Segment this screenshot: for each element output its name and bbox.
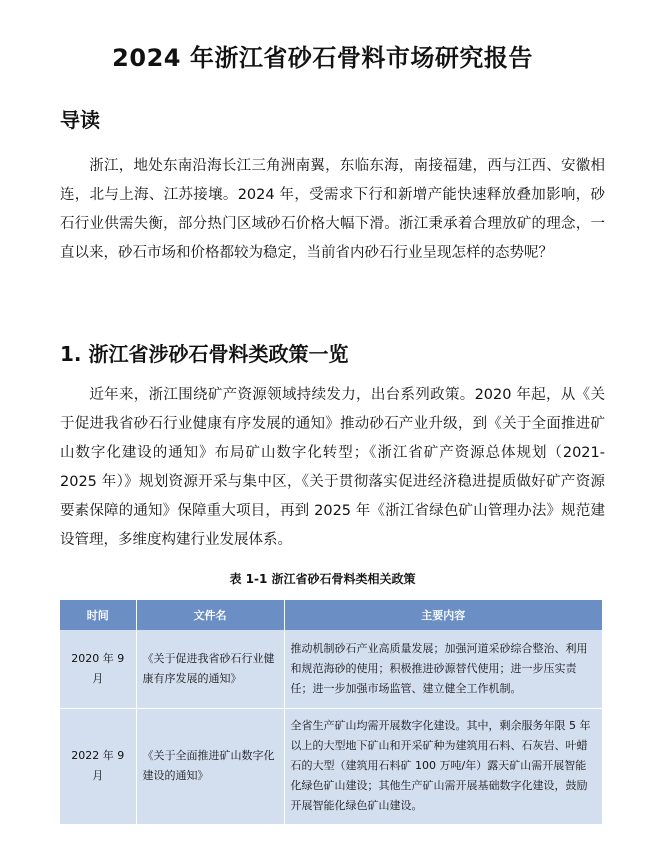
table-header-row: [60, 600, 602, 630]
section1-paragraph-text: 近年来，浙江围绕矿产资源领域持续发力，出台系列政策。2020 年起，从《关于促进我省砂石行业健康有序发展的通知》推动砂石产业升级，到《关于全面推进矿山数字化建设的通知》布局矿山数字化转型；《浙江省矿产资源总体规划（2021-2025 年）》规划资源开采与集中区，《关于贯彻落实促进经济稳进提质做好矿产资源要素保障的通知》保障重大项目，再到 2025 年《浙江省绿色矿山管理办法》规范建设管理，多维度构建行业发展体系。: [60, 387, 605, 548]
intro-paragraph: [60, 152, 605, 268]
table-row: [60, 708, 602, 824]
cell-time: 2020 年 9 月: [60, 630, 136, 708]
table-row: [60, 630, 602, 708]
report-title: 2024 年浙江省砂石骨料市场研究报告: [112, 44, 533, 72]
cell-name: 《关于全面推进矿山数字化建设的通知》: [136, 708, 284, 824]
policy-table: [60, 600, 602, 825]
header-content: 主要内容: [284, 600, 602, 630]
cell-name: 《关于促进我省砂石行业健康有序发展的通知》: [136, 630, 284, 708]
intro-heading: 导读: [60, 108, 100, 132]
cell-content: 全省生产矿山均需开展数字化建设。其中，剩余服务年限 5 年以上的大型地下矿山和开采矿种为建筑用石料、石灰岩、叶蜡石的大型（建筑用石料矿 100 万吨/年）露天矿山需开展智能化绿色矿山建设；其他生产矿山需开展基础数字化建设，鼓励开展智能化绿色矿山建设。: [284, 708, 602, 824]
table-caption: 表 1-1 浙江省砂石骨料类相关政策: [229, 572, 416, 586]
section1-paragraph: [60, 381, 605, 555]
section1-heading: 1. 浙江省涉砂石骨料类政策一览: [60, 342, 349, 366]
header-name: 文件名: [136, 600, 284, 630]
cell-content: 推动机制砂石产业高质量发展；加强河道采砂综合整治、利用和规范海砂的使用；积极推进砂源替代使用；进一步压实责任；进一步加强市场监管、建立健全工作机制。: [284, 630, 602, 708]
intro-paragraph-text: 浙江，地处东南沿海长江三角洲南翼，东临东海，南接福建，西与江西、安徽相连，北与上海、江苏接壤。2024 年，受需求下行和新增产能快速释放叠加影响，砂石行业供需失衡，部分热门区域砂石价格大幅下滑。浙江秉承着合理放矿的理念，一直以来，砂石市场和价格都较为稳定，当前省内砂石行业呈现怎样的态势呢？: [60, 158, 605, 261]
header-time: 时间: [60, 600, 136, 630]
cell-time: 2022 年 9 月: [60, 708, 136, 824]
